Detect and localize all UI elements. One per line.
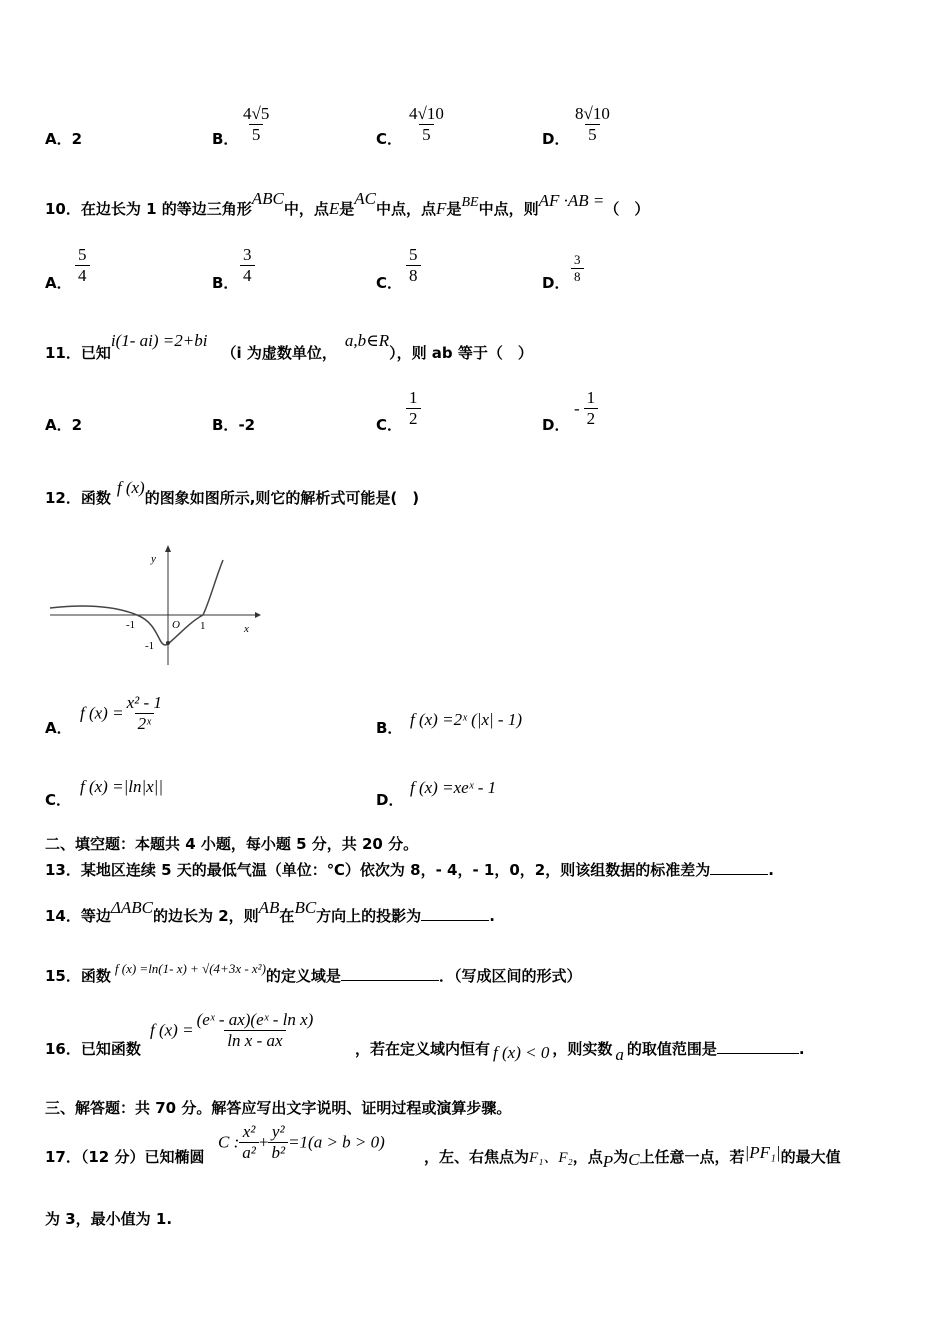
q11-option-c-label: C． — [376, 416, 403, 434]
q10-option-d-fraction: $\frac{3}{8}$ — [571, 252, 584, 285]
q13-stem: 13．某地区连续 5 天的最低气温（单位：℃）依次为 8，- 4，- 1，0，2，则该组数据的标准差为 . — [45, 861, 774, 879]
q12-option-d-expr: f (x) =xeˣ - 1 — [410, 778, 497, 797]
q9-option-c-fraction: $\frac{4√10}{5}$ — [409, 104, 444, 144]
q14-answer-blank[interactable] — [421, 906, 489, 921]
q12-option-b-expr: f (x) =2ˣ (|x| - 1) — [410, 710, 522, 729]
q16-stem-right: ，若在定义域内恒有 f (x) < 0 ，则实数 a 的取值范围是 . — [355, 1040, 805, 1064]
q12-option-c-label: C． — [45, 791, 72, 809]
x-tick-neg1: -1 — [126, 619, 136, 631]
q10-option-a-fraction: $\frac{5}{4}$ — [75, 245, 90, 286]
point-y-neg1 — [166, 641, 170, 645]
q11-option-d-fraction: - $\frac{1}{2}$ — [574, 388, 598, 429]
q9-option-c-label: C． — [376, 130, 403, 148]
q17-stem-line2: 为 3，最小值为 1. — [45, 1210, 173, 1228]
q9-option-d-fraction: $\frac{8√10}{5}$ — [575, 104, 610, 144]
q14-stem: 14．等边ΔABC的边长为 2，则AB在BC方向上的投影为 . — [45, 898, 495, 925]
function-curve — [50, 560, 223, 645]
q11-option-d-label: D． — [542, 416, 570, 434]
q17-stem-right: ，左、右焦点为F₁、F₂，点P为C上任意一点，若|PF₁|的最大值 — [424, 1143, 841, 1171]
q16-function-expr: f (x) = $\frac{\text{(eˣ - ax)(eˣ - ln x)}}{\text{ln x - ax}}$ — [150, 1010, 314, 1050]
q12-option-d-label: D． — [376, 791, 404, 809]
q10-option-c-fraction: $\frac{5}{8}$ — [406, 245, 421, 286]
q15-stem: 15．函数 f (x) =ln(1- x) + √(4+3x - x²)的定义域是 ．（写成区间的形式） — [45, 961, 582, 985]
q9-option-b-label: B． — [212, 130, 239, 148]
origin-label: O — [172, 619, 180, 631]
q17-stem-left: 17．（12 分）已知椭圆 — [45, 1148, 205, 1166]
x-axis-arrow — [255, 612, 261, 618]
q12-option-c-expr: f (x) =|ln|x|| — [80, 777, 164, 796]
q9-option-d-label: D． — [542, 130, 570, 148]
section3-heading: 三、解答题：共 70 分。解答应写出文字说明、证明过程或演算步骤。 — [45, 1099, 512, 1117]
q10-stem: 10．在边长为 1 的等边三角形ABC中，点E是AC中点，点F是BE中点，则AF ·AB =（ ） — [45, 189, 650, 218]
q12-stem: 12．函数f (x)的图象如图所示,则它的解析式可能是( ) — [45, 478, 420, 507]
x-axis-label: x — [244, 623, 249, 635]
q10-option-a-label: A． — [45, 274, 72, 292]
q11-option-a: A．2 — [45, 416, 83, 434]
q12-function-graph — [45, 540, 265, 670]
q11-stem: 11．已知i(1- ai) =2+bi（i 为虚数单位，a,b∈R），则 ab 等于（ ） — [45, 331, 533, 362]
q9-option-b-fraction: $\frac{4√5}{5}$ — [243, 104, 270, 144]
q11-option-c-fraction: $\frac{1}{2}$ — [406, 388, 421, 429]
q10-option-b-label: B． — [212, 274, 239, 292]
q16-stem-left: 16．已知函数 — [45, 1040, 141, 1058]
q13-answer-blank[interactable] — [710, 860, 768, 875]
q15-answer-blank[interactable] — [341, 966, 439, 981]
y-axis-arrow — [165, 545, 171, 552]
y-axis-label: y — [151, 553, 156, 565]
q17-ellipse-equation: C : $\frac{\text{x²}}{\text{a²}}$ + $\frac{\text{y²}}{\text{b²}}$ =1(a > b > 0) — [218, 1122, 385, 1162]
q16-answer-blank[interactable] — [717, 1039, 799, 1054]
q12-option-a-expr: f (x) = $\frac{\text{x² - 1}}{\text{2ˣ}}$ — [80, 693, 162, 733]
y-tick-neg1: -1 — [145, 640, 155, 652]
q10-option-b-fraction: $\frac{3}{4}$ — [240, 245, 255, 286]
q9-option-a: A．2 — [45, 130, 83, 148]
x-tick-1: 1 — [200, 620, 206, 632]
q10-option-d-label: D． — [542, 274, 570, 292]
q11-option-b: B．-2 — [212, 416, 256, 434]
section2-heading: 二、填空题：本题共 4 小题，每小题 5 分，共 20 分。 — [45, 835, 419, 853]
q10-option-c-label: C． — [376, 274, 403, 292]
q12-option-b-label: B． — [376, 719, 403, 737]
q12-option-a-label: A． — [45, 719, 72, 737]
